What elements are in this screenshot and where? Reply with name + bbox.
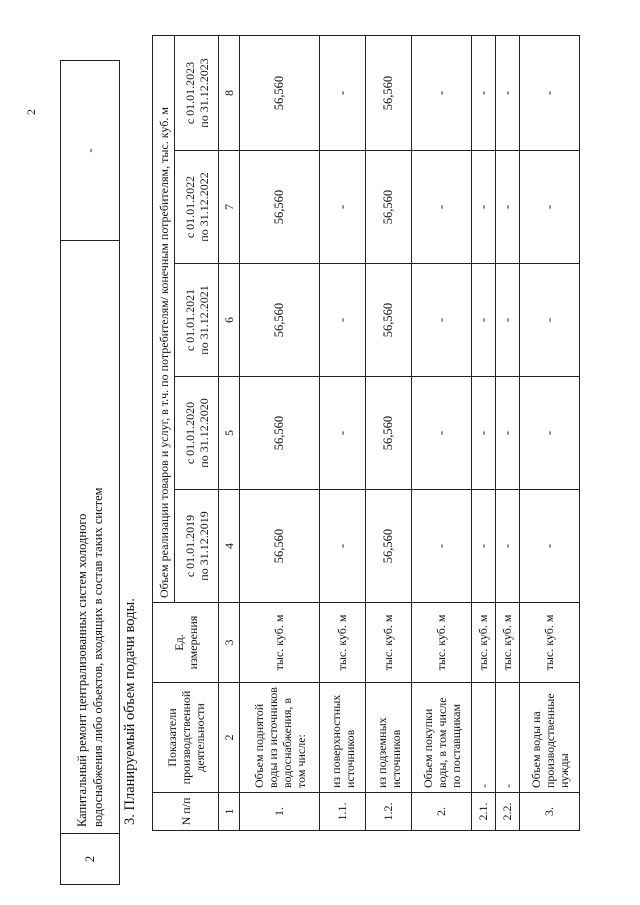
row-value: - bbox=[412, 264, 472, 377]
column-number: 2 bbox=[219, 683, 240, 793]
table-row bbox=[520, 36, 580, 831]
header-period: с 01.01.2023 по 31.12.2023 bbox=[175, 36, 219, 151]
row-number: 2 bbox=[61, 834, 120, 885]
row-value: - bbox=[520, 490, 580, 603]
table-row bbox=[320, 36, 366, 831]
row-indicator: Объем воды на производственные нужды bbox=[520, 683, 580, 793]
description-line: Капитальный ремонт централизованных систем холодного bbox=[75, 513, 89, 827]
column-number: 3 bbox=[219, 603, 240, 683]
column-number: 6 bbox=[219, 264, 240, 377]
column-number: 4 bbox=[219, 490, 240, 603]
row-unit: тыс. куб. м bbox=[520, 603, 580, 683]
row-value: - bbox=[520, 264, 580, 377]
header-period: с 01.01.2021 по 31.12.2021 bbox=[175, 264, 219, 377]
header-period: с 01.01.2022 по 31.12.2022 bbox=[175, 151, 219, 264]
header-row bbox=[153, 36, 175, 831]
row-value: 56,560 bbox=[240, 264, 320, 377]
table-row bbox=[366, 36, 412, 831]
row-value: - bbox=[496, 490, 520, 603]
page-number: 2 bbox=[24, 109, 38, 115]
row-value: - bbox=[412, 490, 472, 603]
row-value: - bbox=[412, 377, 472, 490]
header-unit: Ед. измерения bbox=[153, 603, 219, 683]
header-period: с 01.01.2020 по 31.12.2020 bbox=[175, 377, 219, 490]
row-value: - bbox=[520, 36, 580, 151]
row-value: 56,560 bbox=[366, 151, 412, 264]
row-value: 56,560 bbox=[366, 377, 412, 490]
row-value: - bbox=[472, 36, 496, 151]
row-value: 56,560 bbox=[366, 36, 412, 151]
row-num: 1.2. bbox=[366, 793, 412, 831]
row-num: 2.2. bbox=[496, 793, 520, 831]
column-number: 7 bbox=[219, 151, 240, 264]
row-num: 2.1. bbox=[472, 793, 496, 831]
table-row bbox=[496, 36, 520, 831]
row-value: - bbox=[496, 264, 520, 377]
row-value: 56,560 bbox=[366, 264, 412, 377]
row-num: 3. bbox=[520, 793, 580, 831]
row-value: 56,560 bbox=[366, 490, 412, 603]
column-number: 8 bbox=[219, 36, 240, 151]
header-indicator: Показатели производственной деятельности bbox=[153, 683, 219, 793]
row-value: - bbox=[472, 377, 496, 490]
row-indicator: - bbox=[472, 683, 496, 793]
row-indicator: из подземных источников bbox=[366, 683, 412, 793]
row-unit: тыс. куб. м bbox=[240, 603, 320, 683]
column-number: 1 bbox=[219, 793, 240, 831]
row-value: - bbox=[496, 377, 520, 490]
row-indicator: из поверхностных источников bbox=[320, 683, 366, 793]
row-value: - bbox=[61, 61, 120, 241]
row-value: 56,560 bbox=[240, 377, 320, 490]
row-unit: тыс. куб. м bbox=[496, 603, 520, 683]
water-supply-table bbox=[152, 35, 580, 831]
row-num: 1. bbox=[240, 793, 320, 831]
row-value: - bbox=[496, 36, 520, 151]
table-row bbox=[240, 36, 320, 831]
column-number: 5 bbox=[219, 377, 240, 490]
row-value: - bbox=[472, 151, 496, 264]
row-value: - bbox=[472, 264, 496, 377]
header-num: N п/п bbox=[153, 793, 219, 831]
table-row bbox=[472, 36, 496, 831]
table-row bbox=[412, 36, 472, 831]
row-value: - bbox=[320, 36, 366, 151]
column-number-row bbox=[219, 36, 240, 831]
header-group: Объем реализации товаров и услуг, в т.ч. по потребителям/ конечным потребителям, тыс. куб. м bbox=[153, 36, 175, 603]
row-description bbox=[61, 241, 120, 834]
section-title: 3. Планируемый объем подачи воды. bbox=[122, 598, 138, 825]
row-unit: тыс. куб. м bbox=[366, 603, 412, 683]
row-value: - bbox=[412, 151, 472, 264]
row-value: - bbox=[496, 151, 520, 264]
row-num: 1.1. bbox=[320, 793, 366, 831]
row-unit: тыс. куб. м bbox=[472, 603, 496, 683]
row-value: - bbox=[320, 490, 366, 603]
row-value: - bbox=[520, 151, 580, 264]
description-line: водоснабжения либо объектов, входящих в состав таких систем bbox=[91, 487, 105, 827]
row-value: 56,560 bbox=[240, 36, 320, 151]
table-row bbox=[61, 61, 120, 885]
capital-repair-table bbox=[60, 60, 120, 885]
row-value: - bbox=[520, 377, 580, 490]
row-num: 2. bbox=[412, 793, 472, 831]
row-value: - bbox=[320, 377, 366, 490]
row-value: - bbox=[412, 36, 472, 151]
row-value: - bbox=[320, 264, 366, 377]
row-value: - bbox=[472, 490, 496, 603]
row-indicator: Объем поднятой воды из источников водоснабжения, в том числе: bbox=[240, 683, 320, 793]
row-unit: тыс. куб. м bbox=[412, 603, 472, 683]
row-indicator: Объем покупки воды, в том числе по поставщикам bbox=[412, 683, 472, 793]
row-unit: тыс. куб. м bbox=[320, 603, 366, 683]
row-value: 56,560 bbox=[240, 490, 320, 603]
header-period: с 01.01.2019 по 31.12.2019 bbox=[175, 490, 219, 603]
row-indicator: - bbox=[496, 683, 520, 793]
row-value: 56,560 bbox=[240, 151, 320, 264]
row-value: - bbox=[320, 151, 366, 264]
